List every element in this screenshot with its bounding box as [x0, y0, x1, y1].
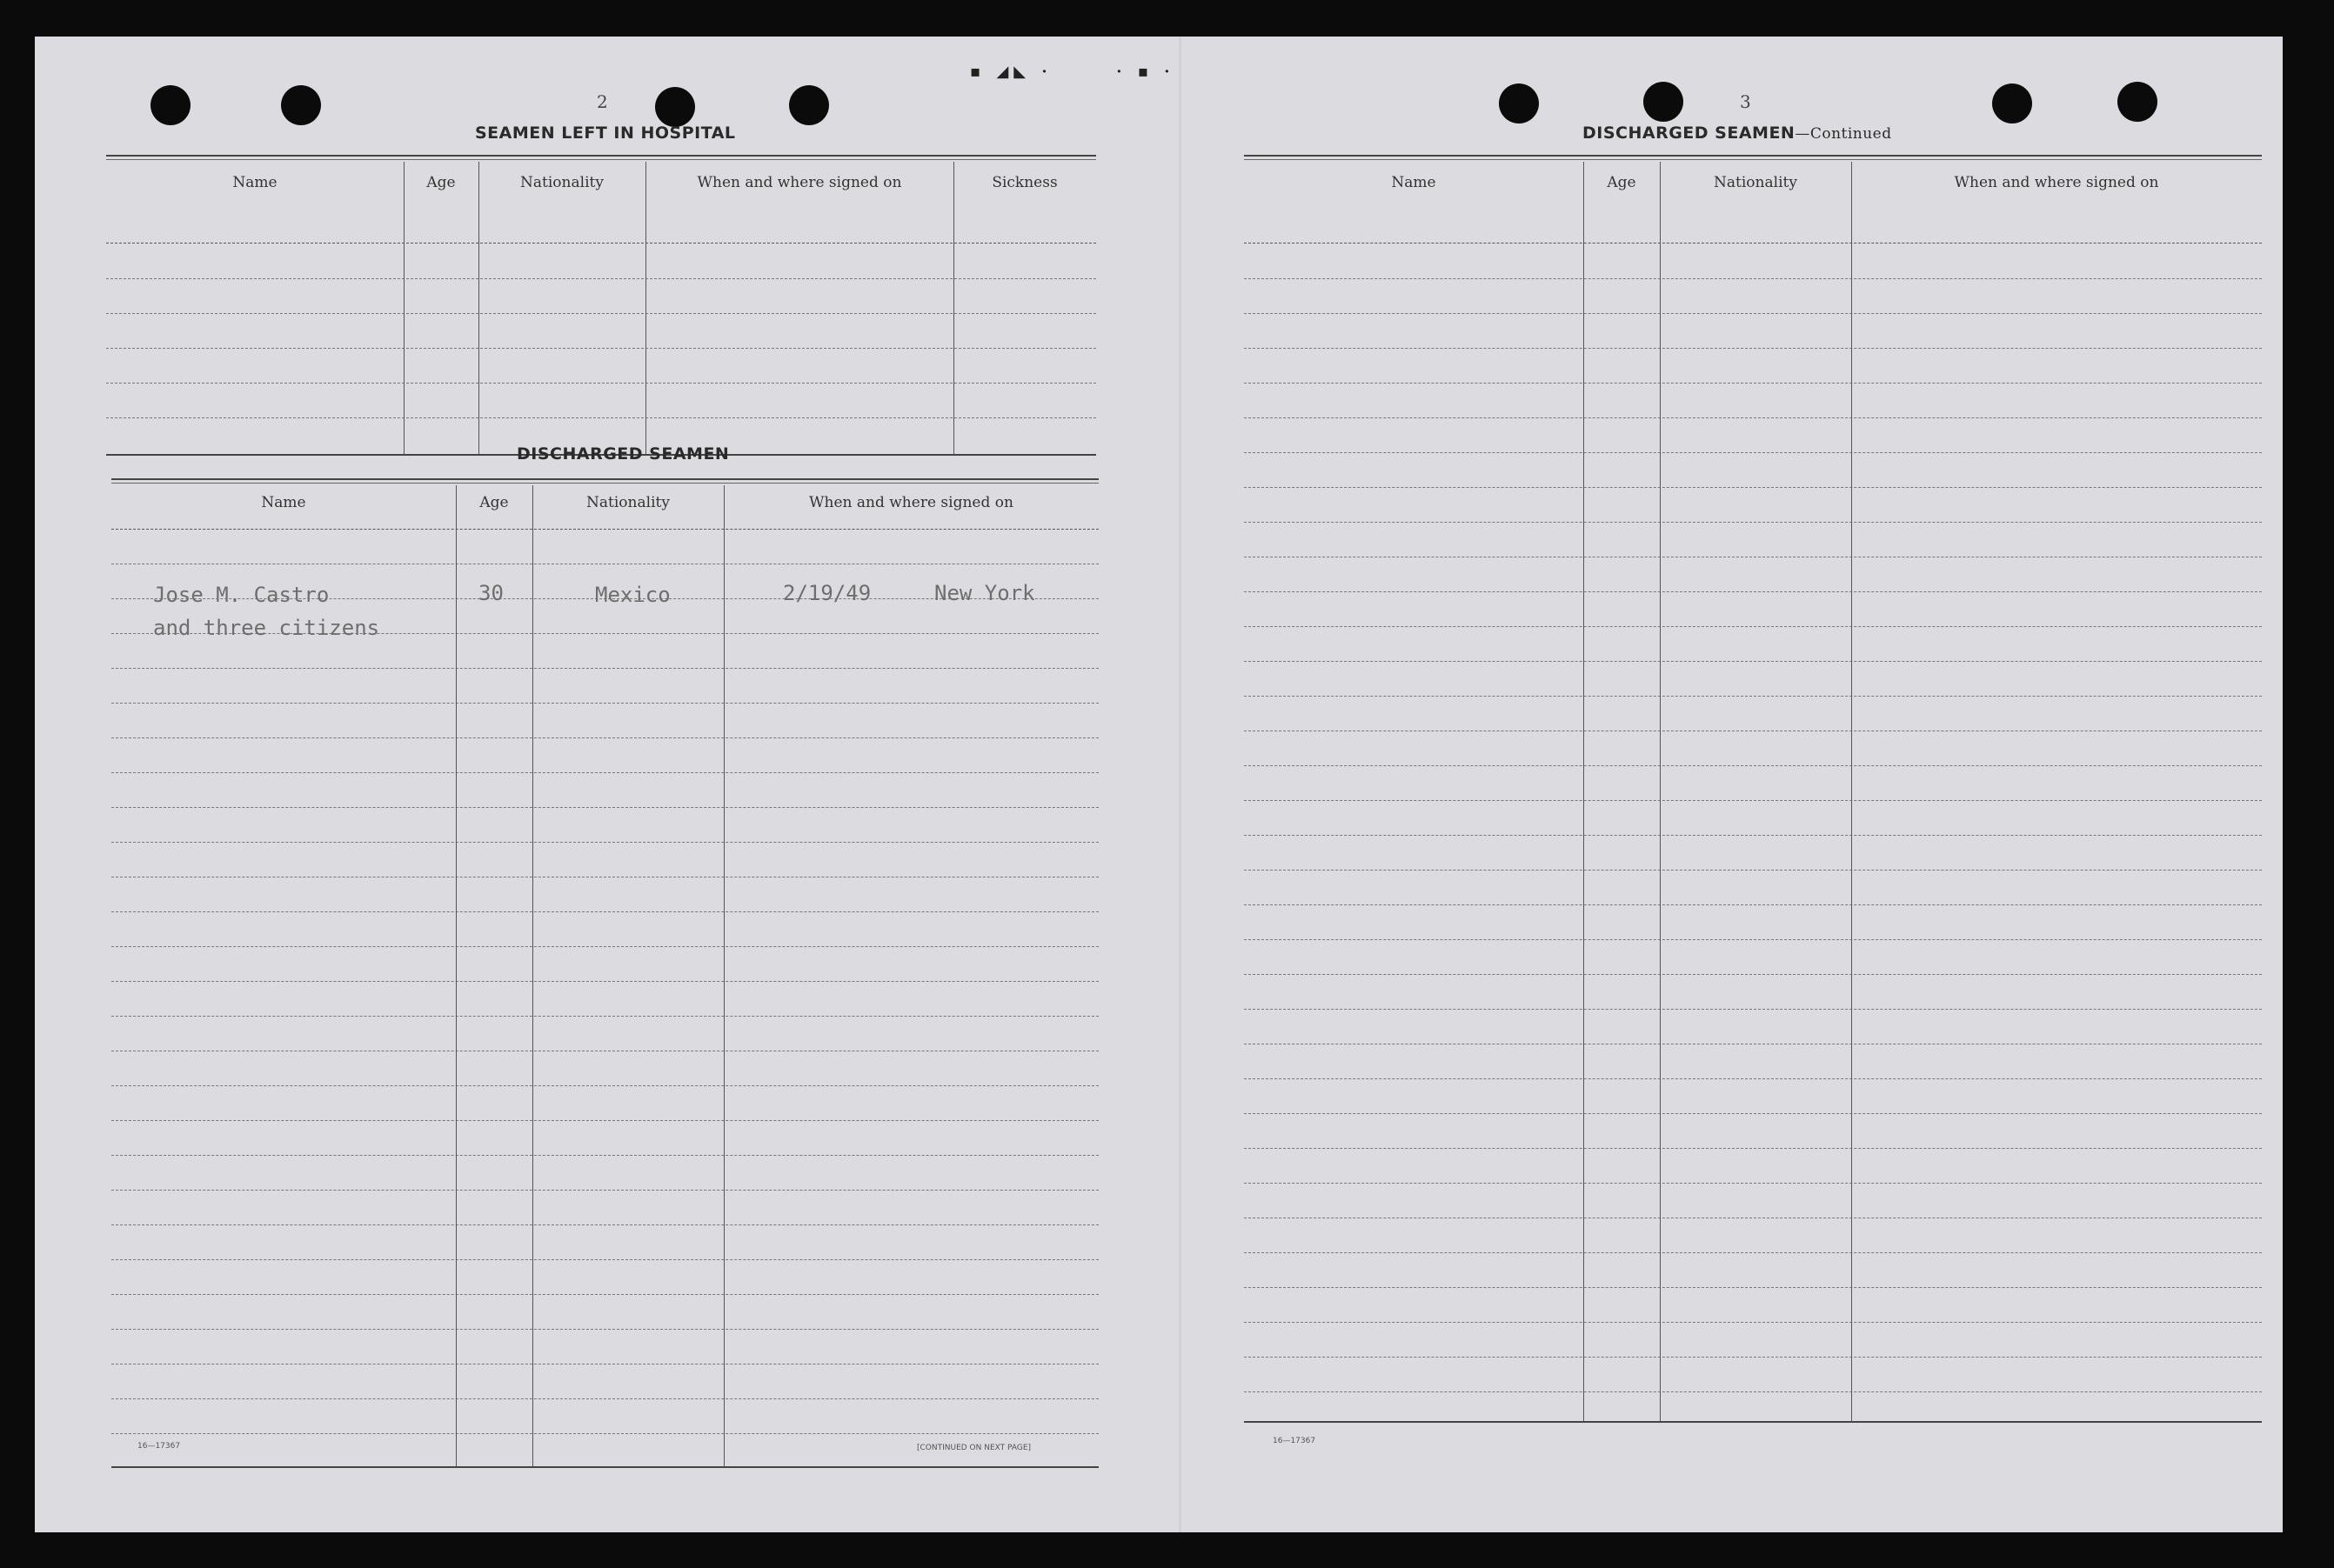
punch-hole: [281, 85, 321, 125]
seaman-nationality: Mexico: [595, 583, 671, 607]
discharged-continued-title: DISCHARGED SEAMEN—Continued: [1582, 123, 1892, 143]
left-page-number: 2: [597, 91, 608, 112]
col-header-nationality: Nationality: [586, 494, 670, 511]
punch-hole: [1643, 82, 1683, 122]
discharged-continued-table: [1244, 155, 2262, 1425]
discharged-table: [111, 478, 1099, 1470]
seaman-name: Jose M. Castro: [153, 583, 330, 607]
seaman-age: 30: [478, 581, 504, 605]
right-page-number: 3: [1740, 91, 1751, 112]
punch-hole: [1992, 83, 2032, 123]
col-header-signed-on: When and where signed on: [809, 494, 1013, 511]
punch-hole: [789, 85, 829, 125]
page-fold: [1179, 37, 1181, 1532]
col-header-signed-on: When and where signed on: [697, 174, 902, 191]
discharged-section-title: DISCHARGED SEAMEN: [517, 444, 730, 464]
col-header-sickness: Sickness: [992, 174, 1058, 191]
punch-hole: [150, 85, 191, 125]
hospital-table: [106, 155, 1096, 461]
form-number: 16—17367: [137, 1442, 181, 1451]
col-header-signed-on: When and where signed on: [1954, 174, 2159, 191]
ledger-sheet: [35, 37, 2283, 1532]
stray-ink-marks: ▪ ◢◣ · · ▪ ·: [970, 63, 1175, 81]
hospital-section-title: SEAMEN LEFT IN HOSPITAL: [475, 123, 736, 143]
col-header-name: Name: [261, 494, 306, 511]
col-header-name: Name: [1391, 174, 1436, 191]
punch-hole: [2117, 82, 2157, 122]
col-header-nationality: Nationality: [1714, 174, 1797, 191]
col-header-name: Name: [232, 174, 278, 191]
signed-on-place: New York: [934, 581, 1035, 605]
continued-note: [CONTINUED ON NEXT PAGE]: [917, 1444, 1032, 1452]
punch-hole: [655, 87, 695, 127]
punch-hole: [1499, 83, 1539, 123]
col-header-age: Age: [1607, 174, 1636, 191]
col-header-nationality: Nationality: [520, 174, 604, 191]
col-header-age: Age: [426, 174, 456, 191]
seaman-name: and three citizens: [153, 616, 380, 640]
form-number: 16—17367: [1273, 1437, 1316, 1445]
col-header-age: Age: [479, 494, 509, 511]
signed-on-date: 2/19/49: [783, 581, 872, 605]
